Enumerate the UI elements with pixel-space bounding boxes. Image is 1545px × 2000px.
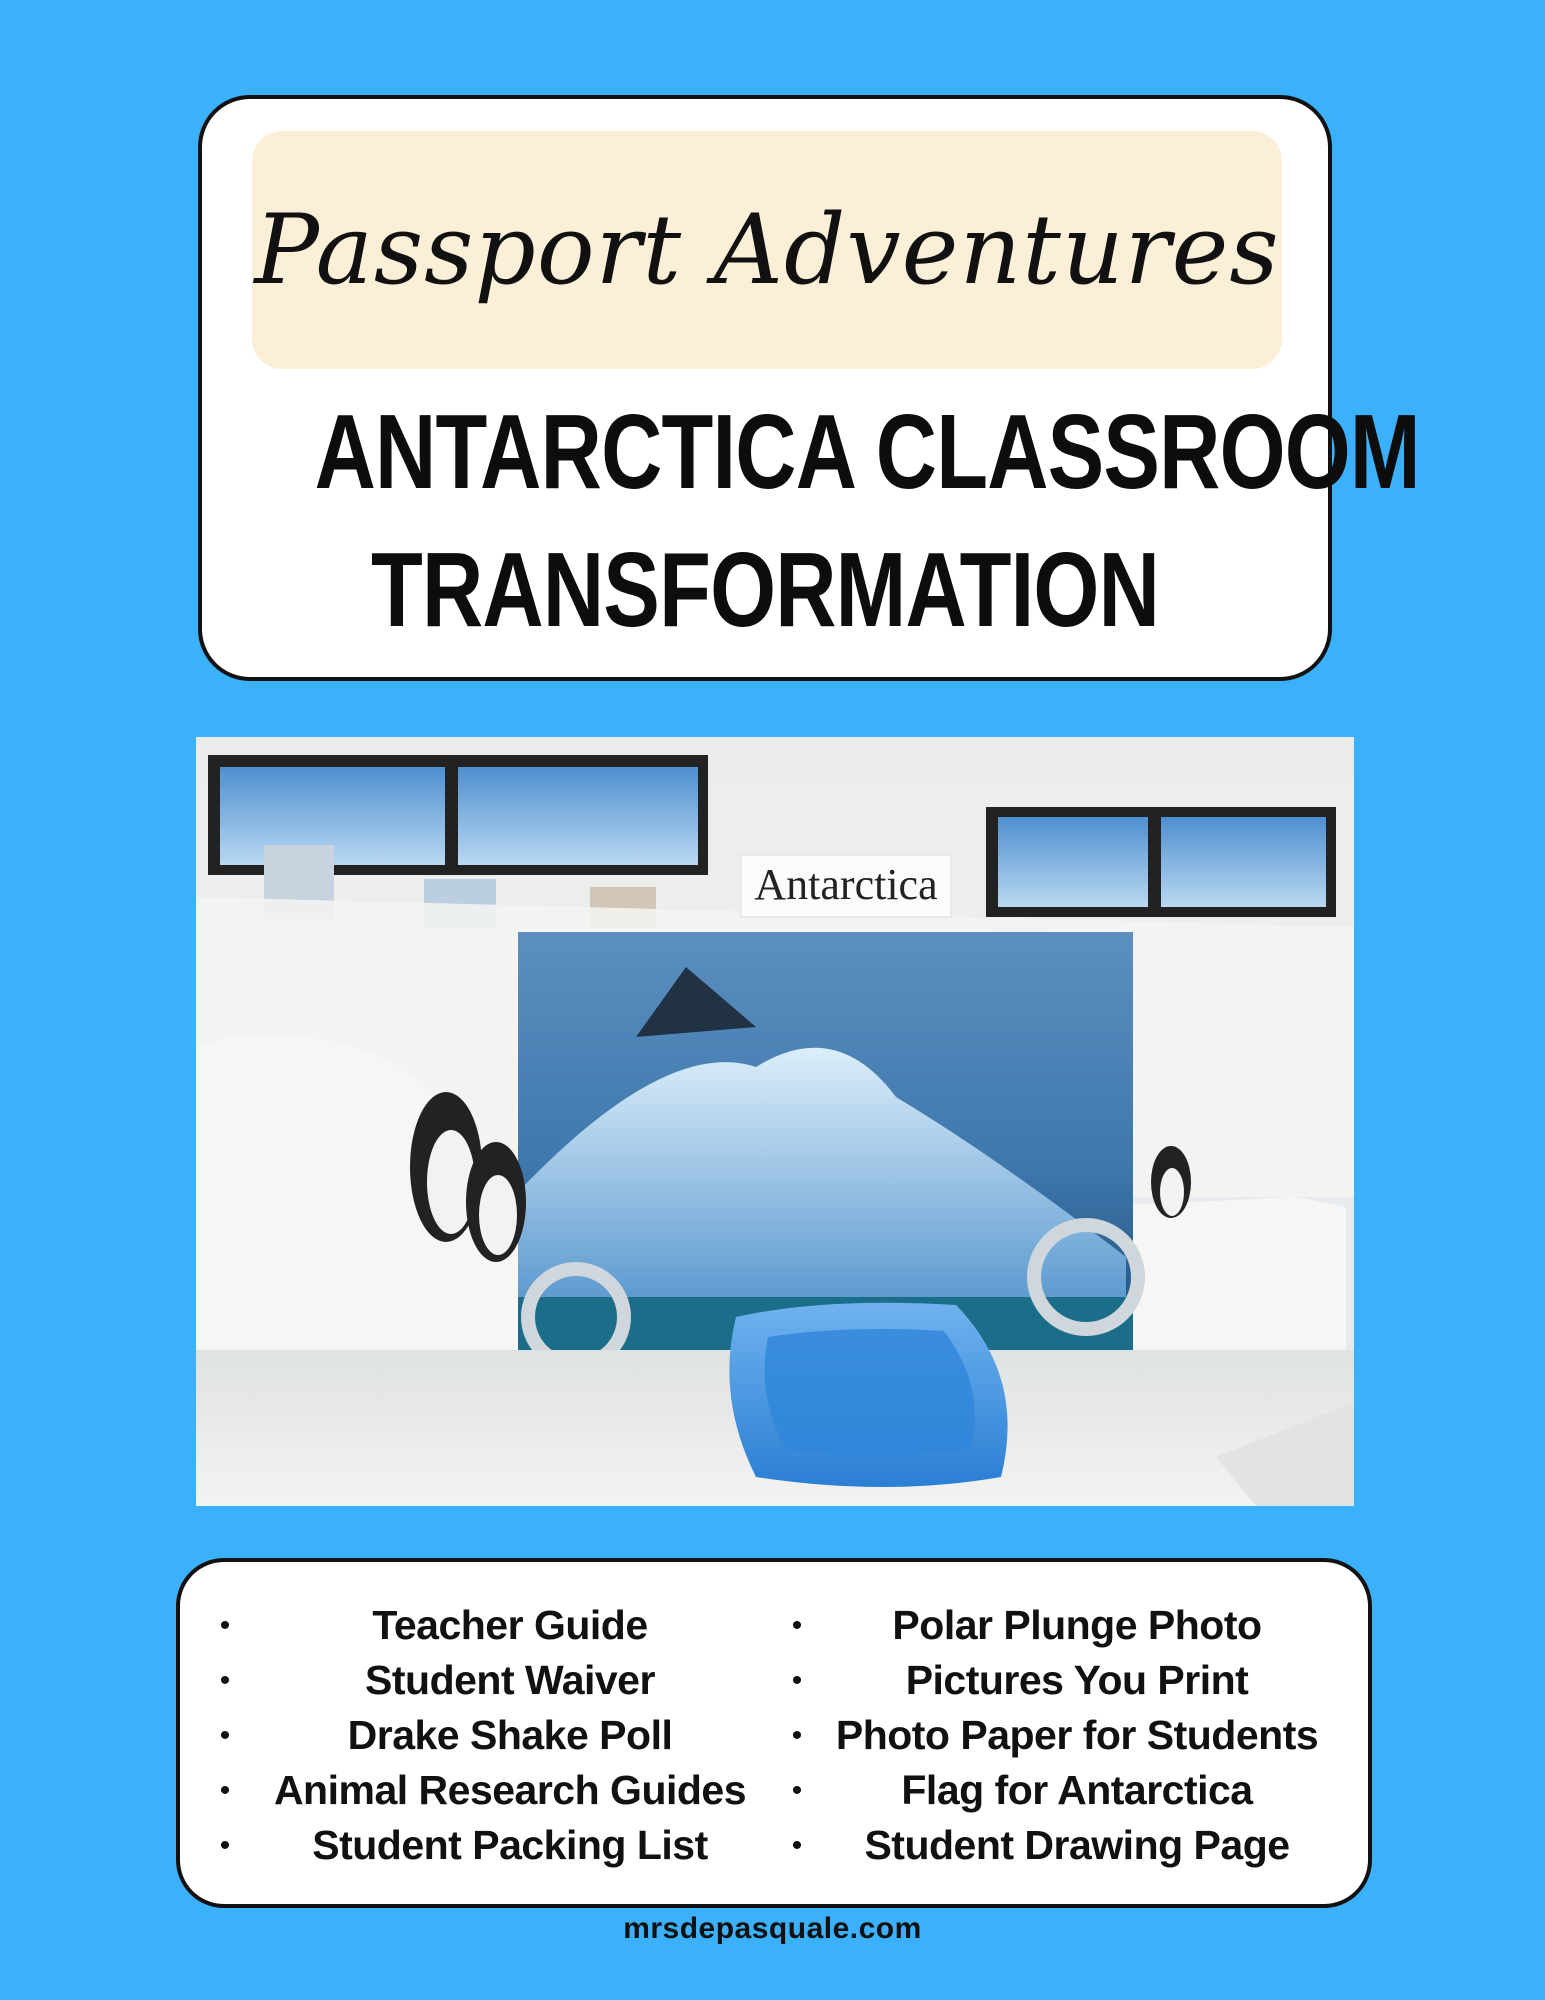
brand-title: Passport Adventures [254,194,1280,306]
headline-line-2: TRANSFORMATION [370,531,1160,649]
list-item: • Drake Shake Poll [219,1712,673,1758]
brand-banner [252,131,1282,369]
contents-right-column [780,1598,1340,1873]
list-item: • Pictures You Print [791,1657,1249,1703]
title-card [198,95,1420,681]
contents-card [176,1558,1372,1908]
list-item: • Student Packing List [219,1822,708,1868]
list-item: • Student Drawing Page [791,1822,1290,1868]
list-item: • Photo Paper for Students [791,1712,1319,1758]
classroom-photo [196,737,1354,1506]
list-item: • Teacher Guide [219,1602,648,1648]
list-item: • Polar Plunge Photo [791,1602,1262,1648]
list-item: • Flag for Antarctica [791,1767,1253,1813]
contents-left-column [208,1598,778,1873]
sign-text: Antarctica [754,860,938,909]
headline-line-1: ANTARCTICA CLASSROOM [314,393,1420,511]
classroom-photo-illustration [196,737,1354,1506]
list-item: • Animal Research Guides [219,1767,747,1813]
website-footer[interactable]: mrsdepasquale.com [623,1912,922,1945]
list-item: • Student Waiver [219,1657,655,1703]
